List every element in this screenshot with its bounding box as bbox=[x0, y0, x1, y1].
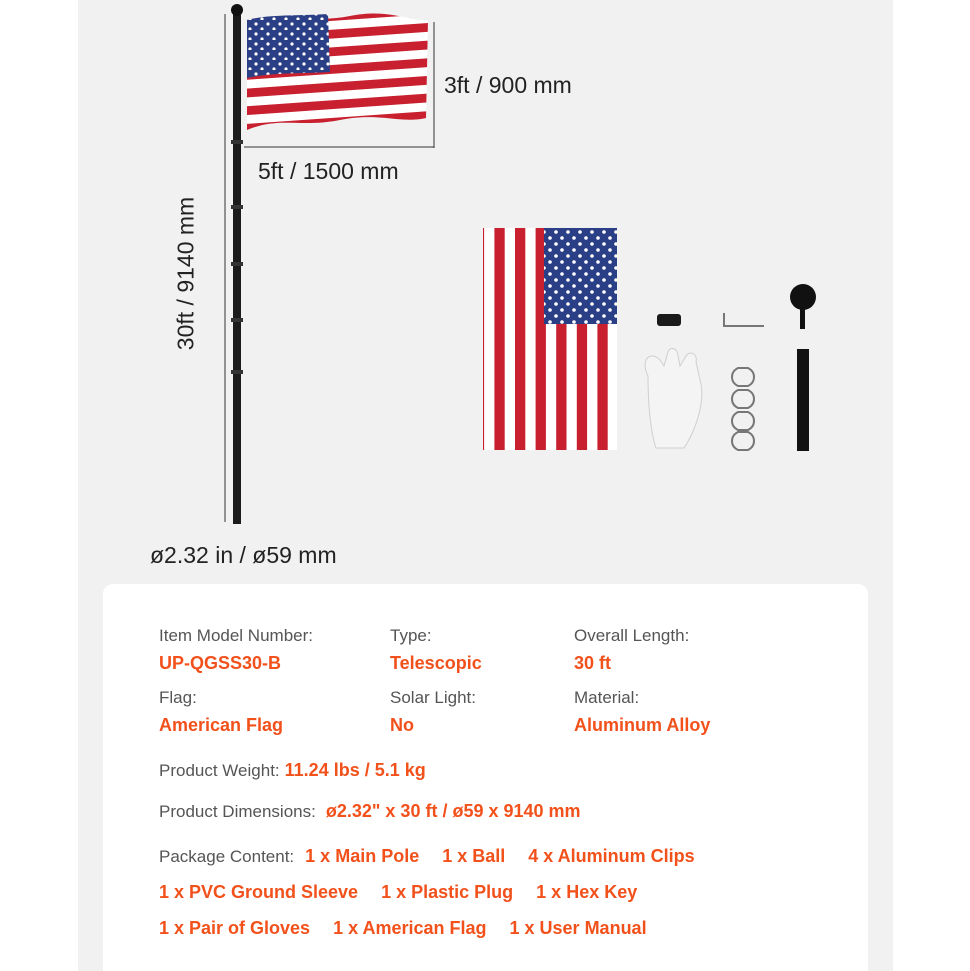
flag-value: American Flag bbox=[159, 715, 284, 735]
package-item: 1 x User Manual bbox=[509, 918, 647, 938]
solar-value: No bbox=[390, 715, 414, 735]
package-item: 1 x American Flag bbox=[333, 918, 487, 938]
dimensions-label: Product Dimensions: bbox=[159, 802, 316, 821]
flag-height-label: 3ft / 900 mm bbox=[444, 72, 572, 98]
package-row-1 bbox=[159, 846, 713, 867]
pole-ball bbox=[231, 4, 243, 16]
aluminum-clips bbox=[732, 368, 754, 450]
weight-row bbox=[159, 760, 426, 781]
dimensions-row bbox=[159, 801, 581, 822]
package-row-3 bbox=[159, 918, 665, 939]
length-label: Overall Length: bbox=[574, 626, 690, 645]
package-flag-canton bbox=[544, 228, 617, 324]
ground-sleeve bbox=[797, 349, 809, 451]
package-item: 1 x Plastic Plug bbox=[381, 882, 514, 902]
glove bbox=[645, 349, 702, 448]
weight-value: 11.24 lbs / 5.1 kg bbox=[284, 760, 426, 780]
type-value: Telescopic bbox=[390, 653, 482, 673]
package-item: 1 x Ball bbox=[442, 846, 506, 866]
material-label: Material: bbox=[574, 688, 640, 707]
solar-label: Solar Light: bbox=[390, 688, 476, 707]
plastic-plug bbox=[657, 314, 681, 326]
model-label: Item Model Number: bbox=[159, 626, 313, 645]
flag-canton bbox=[247, 14, 330, 78]
dimensions-value: ø2.32" x 30 ft / ø59 x 9140 mm bbox=[325, 801, 581, 821]
package-row-2 bbox=[159, 882, 655, 903]
pole-diameter-label: ø2.32 in / ø59 mm bbox=[150, 542, 337, 568]
package-item: 1 x Hex Key bbox=[536, 882, 638, 902]
length-value: 30 ft bbox=[574, 653, 612, 673]
ball bbox=[790, 284, 816, 310]
pole bbox=[233, 12, 241, 524]
flag-label: Flag: bbox=[159, 688, 197, 707]
model-value: UP-QGSS30-B bbox=[159, 653, 282, 673]
flag-width-label: 5ft / 1500 mm bbox=[258, 158, 399, 184]
package-item: 1 x Pair of Gloves bbox=[159, 918, 311, 938]
hex-key bbox=[724, 313, 764, 326]
package-item: 4 x Aluminum Clips bbox=[528, 846, 695, 866]
type-label: Type: bbox=[390, 626, 432, 645]
pole-length-label: 30ft / 9140 mm bbox=[172, 196, 199, 351]
package-label: Package Content: bbox=[159, 847, 295, 866]
weight-label: Product Weight: bbox=[159, 761, 280, 780]
material-value: Aluminum Alloy bbox=[574, 715, 711, 735]
package-item: 1 x Main Pole bbox=[305, 846, 420, 866]
package-item: 1 x PVC Ground Sleeve bbox=[159, 882, 359, 902]
